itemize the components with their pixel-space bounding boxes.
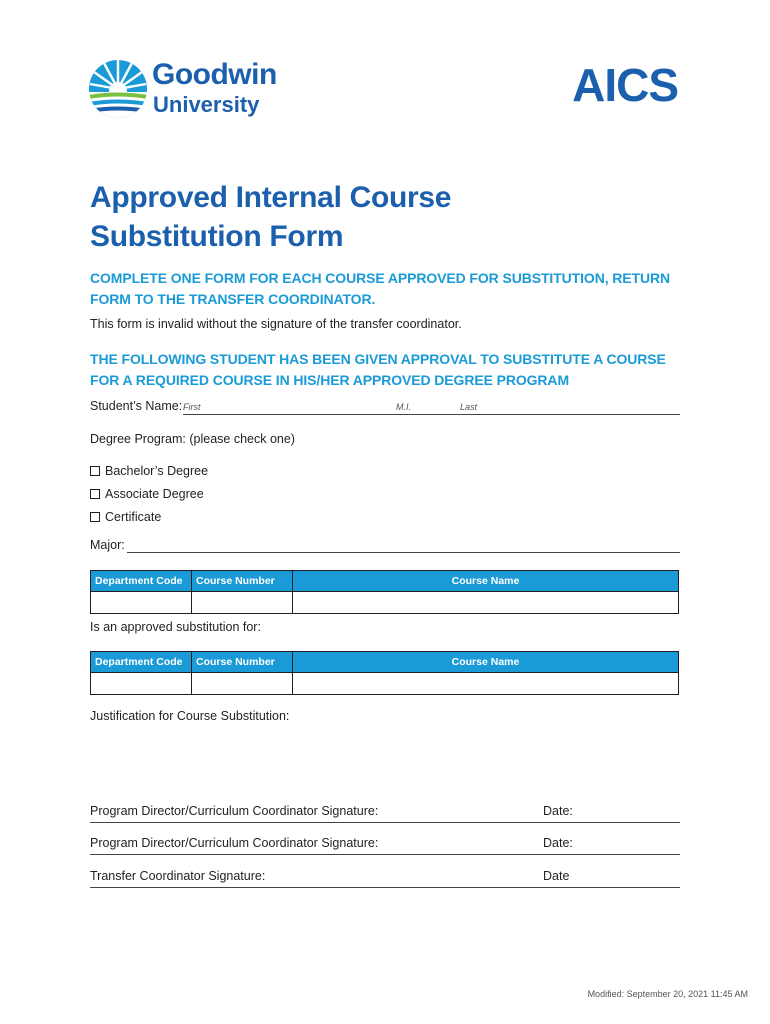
signature-row-2[interactable] [90,836,680,855]
signature-label: Program Director/Curriculum Coordinator Signature: [90,804,379,818]
bachelors-label: Bachelor’s Degree [105,464,209,478]
checkbox[interactable] [90,466,100,476]
associate-label: Associate Degree [105,487,204,501]
course-name-cell[interactable] [293,673,679,695]
instruction-line-1: THE FOLLOWING STUDENT HAS BEEN GIVEN APPROVAL TO SUBSTITUTE A COURSE [90,351,666,367]
student-name-field[interactable] [183,414,680,415]
signature-label: Program Director/Curriculum Coordinator Signature: [90,836,379,850]
major-field[interactable] [127,552,680,553]
course-name-cell[interactable] [293,592,679,614]
course-number-cell[interactable] [192,592,293,614]
date-label: Date [543,869,570,883]
sunrise-logo-icon [88,56,148,122]
dept-code-cell[interactable] [91,592,192,614]
signature-row-1[interactable] [90,804,680,823]
logo-goodwin-text: Goodwin [152,58,277,91]
certificate-checkbox-option[interactable] [90,509,161,525]
justification-label: Justification for Course Substitution: [90,709,290,723]
required-course-table [90,651,679,695]
modified-timestamp: Modified: September 20, 2021 11:45 AM [587,989,748,999]
substitution-label: Is an approved substitution for: [90,620,261,634]
table-header-row [91,652,679,673]
table-row [91,592,679,614]
course-number-header: Course Number [192,652,293,673]
last-name-hint: Last [460,402,478,412]
first-name-hint: First [183,402,201,412]
instruction-line-2: FORM TO THE TRANSFER COORDINATOR. [90,291,376,307]
dept-code-header: Department Code [91,571,192,592]
course-number-cell[interactable] [192,673,293,695]
dept-code-cell[interactable] [91,673,192,695]
form-title-line-1: Approved Internal Course [90,181,452,214]
major-label: Major: [90,538,125,552]
instruction-line-2: FOR A REQUIRED COURSE IN HIS/HER APPROVED DEGREE PROGRAM [90,372,570,388]
certificate-label: Certificate [105,510,162,524]
student-name-label: Student’s Name: [90,399,183,413]
date-label: Date: [543,836,573,850]
validity-note: This form is invalid without the signature of the transfer coordinator. [90,317,462,331]
instruction-return-form [90,268,690,310]
program-logo-text: AICS [572,59,678,111]
table-row [91,673,679,695]
signature-row-3[interactable] [90,869,680,888]
course-name-header: Course Name [293,571,679,592]
checkbox[interactable] [90,512,100,522]
logo-university-text: University [153,92,260,117]
bachelors-checkbox-option[interactable] [90,463,208,479]
form-title-line-2: Substitution Form [90,220,344,253]
date-label: Date: [543,804,573,818]
form-title [90,178,570,256]
instruction-line-1: COMPLETE ONE FORM FOR EACH COURSE APPROVED FOR SUBSTITUTION, RETURN [90,270,671,286]
instruction-approval [90,349,690,391]
degree-program-label: Degree Program: (please check one) [90,432,295,446]
goodwin-logo [88,56,308,122]
table-header-row [91,571,679,592]
course-name-header: Course Name [293,652,679,673]
associate-checkbox-option[interactable] [90,486,204,502]
signature-label: Transfer Coordinator Signature: [90,869,266,883]
middle-initial-hint: M.I. [396,402,411,412]
course-number-header: Course Number [192,571,293,592]
dept-code-header: Department Code [91,652,192,673]
substitute-course-table [90,570,679,614]
checkbox[interactable] [90,489,100,499]
